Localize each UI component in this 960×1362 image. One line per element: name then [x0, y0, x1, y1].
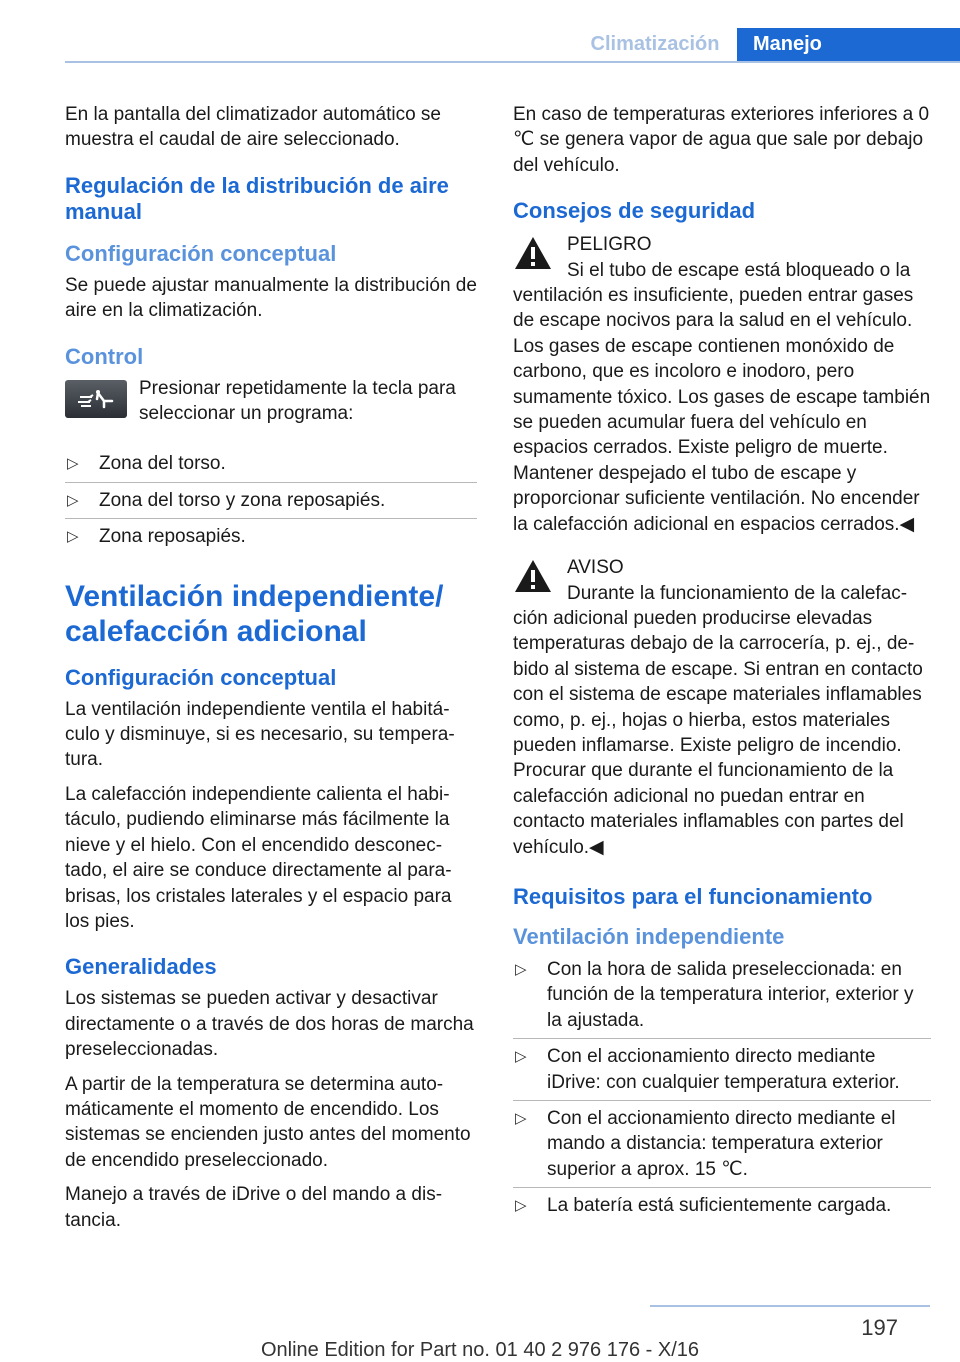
list-item: ▷ La batería está suficientemente cargada.	[513, 1188, 931, 1223]
air-distribution-button-icon	[65, 380, 127, 418]
triangle-right-icon: ▷	[67, 491, 79, 509]
triangle-right-icon: ▷	[67, 528, 79, 546]
warning-triangle-icon	[513, 558, 553, 594]
header-rule	[65, 61, 960, 63]
heading-ventilacion-ind: Ventilación independiente	[513, 923, 785, 949]
right-column	[513, 102, 931, 1224]
warning-block-peligro	[513, 232, 931, 537]
heading-consejos: Consejos de seguridad	[513, 198, 756, 224]
footer	[0, 1305, 960, 1362]
warning-text: Durante la funcionamiento de la calefacción adicional pueden producirse elevadas temperaturas debajo de la carrocería, p. ej., debido al sistema de escape. Si entran en contacto con el sistema de escape materiales inflamables como, p. ej., hojas o hierba, estos materiales pueden inflamarse. Existe peligro de incendio. Procurar que durante el funcionamiento de la calefacción adicional no puedan entrar en contacto materiales inflamables con partes del vehículo.◀	[513, 582, 923, 858]
list-item: ▷ Con el accionamiento directo mediante iDrive: con cualquier temperatura exterior.	[513, 1039, 931, 1101]
program-list	[65, 446, 477, 554]
warning-title: AVISO	[567, 557, 624, 579]
paragraph: En caso de temperaturas exteriores inferiores a 0 ℃ se genera vapor de agua que sale por debajo del vehículo.	[513, 104, 930, 176]
list-item: ▷ Zona del torso y zona reposapiés.	[65, 483, 477, 519]
control-text: Presionar repetidamente la tecla para seleccionar un programa:	[139, 377, 456, 425]
heading-control: Control	[65, 343, 144, 369]
footer-rule	[650, 1305, 930, 1307]
warning-title: PELIGRO	[567, 234, 652, 256]
triangle-right-icon: ▷	[515, 1110, 527, 1127]
paragraph: La calefacción independiente calienta el habitáculo, pudiendo eliminarse más fácilmente la nieve y el hielo. Con el encendido desconectado, el aire se conduce directamente al parabrisas, los cristales laterales y el espacio para los pies.	[65, 783, 452, 932]
triangle-right-icon: ▷	[515, 1197, 527, 1215]
paragraph: A partir de la temperatura se determina automáticamente el momento de encendido. Los sistemas se encienden justo antes del momento de encendido preseleccionado.	[65, 1073, 471, 1171]
control-block	[65, 376, 477, 427]
warning-text: Si el tubo de escape está bloqueado o la ventilación es insuficiente, pueden entrar gases de escape nocivos para la salud en el vehículo. Los gases de escape contienen monóxido de carbono, que es incoloro e inodoro, pero sumamente tóxico. Los gases de escape también se pueden acumular fuera del vehículo en espacios cerrados. Existe peligro de muerte. Mantener despejado el tubo de escape y proporcionar suficiente ventilación. No encender la calefacción adicional en espacios cerrados.◀	[513, 259, 931, 535]
warning-triangle-icon	[513, 235, 553, 271]
list-item: ▷ Con la hora de salida preseleccionada: en función de la temperatura interior, exterior y la ajustada.	[513, 952, 931, 1039]
list-item: ▷ Zona del torso.	[65, 446, 477, 482]
header-section-title: Climatización	[575, 28, 735, 61]
warning-block-aviso	[513, 555, 931, 860]
paragraph: En la pantalla del climatizador automático se muestra el caudal de aire seleccionado.	[65, 104, 441, 151]
heading-configuracion-2: Configuración conceptual	[65, 664, 337, 690]
paragraph: La ventilación independiente ventila el habitáculo y disminuye, si es necesario, su temperatura.	[65, 698, 455, 771]
heading-regulacion: Regulación de la distribución de aire manual	[65, 172, 449, 224]
page-number: 197	[861, 1315, 898, 1340]
heading-configuracion: Configuración conceptual	[65, 240, 337, 266]
paragraph: Manejo a través de iDrive o del mando a distancia.	[65, 1184, 443, 1231]
triangle-right-icon: ▷	[515, 1048, 527, 1066]
requirements-list	[513, 952, 931, 1224]
list-item: ▷ Con el accionamiento directo mediante el mando a distancia: temperatura exterior superior a aprox. 15 ℃.	[513, 1101, 931, 1188]
paragraph: Se puede ajustar manualmente la distribución de aire en la climatización.	[65, 274, 477, 322]
triangle-right-icon: ▷	[515, 960, 527, 978]
edition-text: Online Edition for Part no. 01 40 2 976 176 - X/16	[260, 1339, 700, 1361]
heading-requisitos: Requisitos para el funcionamiento	[513, 883, 873, 909]
left-column	[65, 102, 477, 1242]
heading-ventilacion-independiente: Ventilación independiente/ calefacción adicional	[65, 579, 444, 648]
paragraph: Los sistemas se pueden activar y desactivar directamente o a través de dos horas de marcha preseleccionadas.	[65, 988, 474, 1061]
list-item: ▷ Zona reposapiés.	[65, 519, 477, 554]
triangle-right-icon: ▷	[67, 455, 79, 473]
heading-generalidades: Generalidades	[65, 954, 217, 980]
header-tab-manejo: Manejo	[737, 28, 960, 61]
